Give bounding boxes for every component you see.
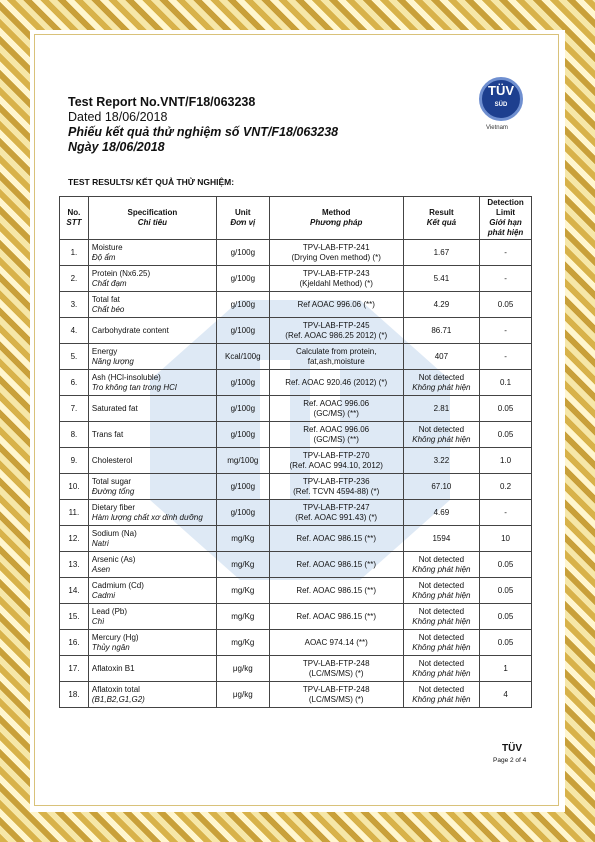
footer-tuv-logo: TÜV bbox=[502, 743, 522, 754]
row-limit: - bbox=[480, 344, 532, 370]
row-limit: 4 bbox=[480, 682, 532, 708]
table-row bbox=[60, 292, 532, 318]
row-spec: Sodium (Na) Natri bbox=[88, 526, 216, 552]
row-result: 5.41 bbox=[403, 266, 479, 292]
row-limit: 0.05 bbox=[480, 292, 532, 318]
row-method: Ref. AOAC 996.06 (GC/MS) (**) bbox=[269, 396, 403, 422]
tuv-logo bbox=[479, 77, 523, 121]
row-no: 7. bbox=[60, 396, 89, 422]
row-unit: g/100g bbox=[216, 500, 269, 526]
row-spec: Protein (Nx6.25) Chất đạm bbox=[88, 266, 216, 292]
row-no: 17. bbox=[60, 656, 89, 682]
row-method: Ref AOAC 996.06 (**) bbox=[269, 292, 403, 318]
row-method: Ref. AOAC 920.46 (2012) (*) bbox=[269, 370, 403, 396]
table-row bbox=[60, 344, 532, 370]
table-row bbox=[60, 526, 532, 552]
row-limit: 1.0 bbox=[480, 448, 532, 474]
row-limit: 0.05 bbox=[480, 604, 532, 630]
table-row bbox=[60, 396, 532, 422]
row-spec: Lead (Pb) Chì bbox=[88, 604, 216, 630]
row-limit: 0.1 bbox=[480, 370, 532, 396]
report-date: Dated 18/06/2018 bbox=[68, 110, 168, 124]
row-spec: Trans fat bbox=[88, 422, 216, 448]
row-no: 11. bbox=[60, 500, 89, 526]
row-no: 2. bbox=[60, 266, 89, 292]
row-unit: μg/kg bbox=[216, 682, 269, 708]
page-number: Page 2 of 4 bbox=[493, 757, 527, 764]
row-limit: 0.2 bbox=[480, 474, 532, 500]
table-header-row bbox=[60, 197, 532, 240]
table-row bbox=[60, 552, 532, 578]
row-no: 14. bbox=[60, 578, 89, 604]
row-spec: Ash (HCl-insoluble) Tro không tan trong HCl bbox=[88, 370, 216, 396]
row-result: 67.10 bbox=[403, 474, 479, 500]
row-spec: Aflatoxin B1 bbox=[88, 656, 216, 682]
table-row bbox=[60, 682, 532, 708]
row-method: TPV-LAB-FTP-241 (Drying Oven method) (*) bbox=[269, 240, 403, 266]
row-limit: 0.05 bbox=[480, 552, 532, 578]
row-result: 4.29 bbox=[403, 292, 479, 318]
row-no: 8. bbox=[60, 422, 89, 448]
row-unit: g/100g bbox=[216, 240, 269, 266]
table-row bbox=[60, 266, 532, 292]
row-spec: Total sugar Đường tổng bbox=[88, 474, 216, 500]
row-result: Not detected Không phát hiện bbox=[403, 682, 479, 708]
row-no: 13. bbox=[60, 552, 89, 578]
col-limit: Detection Limit Giới hạn phát hiện bbox=[480, 197, 532, 240]
row-result: 4.69 bbox=[403, 500, 479, 526]
row-result: Not detected Không phát hiện bbox=[403, 370, 479, 396]
row-unit: mg/100g bbox=[216, 448, 269, 474]
logo-country: Vietnam bbox=[486, 125, 508, 131]
logo-sub: SÜD bbox=[494, 102, 508, 108]
row-result: 2.81 bbox=[403, 396, 479, 422]
table-row bbox=[60, 422, 532, 448]
row-unit: Kcal/100g bbox=[216, 344, 269, 370]
row-no: 1. bbox=[60, 240, 89, 266]
row-unit: g/100g bbox=[216, 370, 269, 396]
row-unit: mg/Kg bbox=[216, 578, 269, 604]
row-unit: g/100g bbox=[216, 474, 269, 500]
table-row bbox=[60, 604, 532, 630]
row-spec: Dietary fiber Hàm lượng chất xơ dinh dưỡng bbox=[88, 500, 216, 526]
row-limit: - bbox=[480, 318, 532, 344]
row-method: Calculate from protein, fat,ash,moisture bbox=[269, 344, 403, 370]
row-method: Ref. AOAC 996.06 (GC/MS) (**) bbox=[269, 422, 403, 448]
row-result: Not detected Không phát hiện bbox=[403, 656, 479, 682]
row-result: Not detected Không phát hiện bbox=[403, 552, 479, 578]
row-result: 407 bbox=[403, 344, 479, 370]
section-title: TEST RESULTS/ KẾT QUẢ THỬ NGHIỆM: bbox=[68, 177, 235, 187]
row-spec: Saturated fat bbox=[88, 396, 216, 422]
row-no: 6. bbox=[60, 370, 89, 396]
logo-text: TÜV bbox=[488, 83, 514, 98]
table-row bbox=[60, 370, 532, 396]
row-method: Ref. AOAC 986.15 (**) bbox=[269, 578, 403, 604]
row-unit: g/100g bbox=[216, 266, 269, 292]
table-row bbox=[60, 656, 532, 682]
row-unit: g/100g bbox=[216, 396, 269, 422]
row-no: 18. bbox=[60, 682, 89, 708]
row-result: 1.67 bbox=[403, 240, 479, 266]
row-spec: Carbohydrate content bbox=[88, 318, 216, 344]
row-no: 4. bbox=[60, 318, 89, 344]
report-title-vi: Phiếu kết quả thử nghiệm số VNT/F18/063238 bbox=[68, 125, 339, 139]
row-unit: g/100g bbox=[216, 318, 269, 344]
row-method: TPV-LAB-FTP-236 (Ref. TCVN 4594-88) (*) bbox=[269, 474, 403, 500]
row-no: 15. bbox=[60, 604, 89, 630]
row-result: Not detected Không phát hiện bbox=[403, 578, 479, 604]
row-spec: Energy Năng lượng bbox=[88, 344, 216, 370]
col-unit: Unit Đơn vị bbox=[216, 197, 269, 240]
row-limit: 0.05 bbox=[480, 396, 532, 422]
results-table bbox=[59, 196, 532, 708]
row-method: Ref. AOAC 986.15 (**) bbox=[269, 604, 403, 630]
row-no: 12. bbox=[60, 526, 89, 552]
table-row bbox=[60, 448, 532, 474]
row-unit: mg/Kg bbox=[216, 552, 269, 578]
row-limit: 10 bbox=[480, 526, 532, 552]
row-spec: Cholesterol bbox=[88, 448, 216, 474]
table-row bbox=[60, 500, 532, 526]
col-method: Method Phương pháp bbox=[269, 197, 403, 240]
table-row bbox=[60, 474, 532, 500]
results-body bbox=[60, 240, 532, 708]
row-method: TPV-LAB-FTP-248 (LC/MS/MS) (*) bbox=[269, 656, 403, 682]
row-spec: Arsenic (As) Asen bbox=[88, 552, 216, 578]
row-method: TPV-LAB-FTP-247 (Ref. AOAC 991.43) (*) bbox=[269, 500, 403, 526]
row-unit: mg/Kg bbox=[216, 630, 269, 656]
row-limit: 0.05 bbox=[480, 630, 532, 656]
row-result: 3.22 bbox=[403, 448, 479, 474]
table-row bbox=[60, 578, 532, 604]
row-unit: μg/kg bbox=[216, 656, 269, 682]
table-row bbox=[60, 318, 532, 344]
row-no: 10. bbox=[60, 474, 89, 500]
table-row bbox=[60, 240, 532, 266]
row-unit: mg/Kg bbox=[216, 604, 269, 630]
row-method: AOAC 974.14 (**) bbox=[269, 630, 403, 656]
row-method: TPV-LAB-FTP-248 (LC/MS/MS) (*) bbox=[269, 682, 403, 708]
row-method: TPV-LAB-FTP-243 (Kjeldahl Method) (*) bbox=[269, 266, 403, 292]
row-method: Ref. AOAC 986.15 (**) bbox=[269, 552, 403, 578]
report-title: Test Report No.VNT/F18/063238 bbox=[68, 95, 256, 109]
row-limit: - bbox=[480, 266, 532, 292]
row-no: 5. bbox=[60, 344, 89, 370]
row-unit: g/100g bbox=[216, 422, 269, 448]
row-no: 9. bbox=[60, 448, 89, 474]
col-no: No. STT bbox=[60, 197, 89, 240]
row-result: Not detected Không phát hiện bbox=[403, 604, 479, 630]
row-limit: - bbox=[480, 240, 532, 266]
row-unit: g/100g bbox=[216, 292, 269, 318]
row-unit: mg/Kg bbox=[216, 526, 269, 552]
report-date-vi: Ngày 18/06/2018 bbox=[68, 140, 165, 154]
row-result: Not detected Không phát hiện bbox=[403, 630, 479, 656]
row-limit: 0.05 bbox=[480, 422, 532, 448]
row-no: 3. bbox=[60, 292, 89, 318]
row-limit: 1 bbox=[480, 656, 532, 682]
row-spec: Cadmium (Cd) Cadmi bbox=[88, 578, 216, 604]
row-limit: 0.05 bbox=[480, 578, 532, 604]
row-no: 16. bbox=[60, 630, 89, 656]
col-spec: Specification Chỉ tiêu bbox=[88, 197, 216, 240]
row-spec: Mercury (Hg) Thủy ngân bbox=[88, 630, 216, 656]
col-result: Result Kết quả bbox=[403, 197, 479, 240]
row-limit: - bbox=[480, 500, 532, 526]
row-spec: Aflatoxin total (B1,B2,G1,G2) bbox=[88, 682, 216, 708]
report-header bbox=[68, 95, 338, 155]
row-result: 86.71 bbox=[403, 318, 479, 344]
table-row bbox=[60, 630, 532, 656]
row-spec: Moisture Độ ẩm bbox=[88, 240, 216, 266]
row-result: 1594 bbox=[403, 526, 479, 552]
row-method: TPV-LAB-FTP-245 (Ref. AOAC 986.25 2012) (*) bbox=[269, 318, 403, 344]
row-spec: Total fat Chất béo bbox=[88, 292, 216, 318]
row-result: Not detected Không phát hiện bbox=[403, 422, 479, 448]
row-method: TPV-LAB-FTP-270 (Ref. AOAC 994.10, 2012) bbox=[269, 448, 403, 474]
row-method: Ref. AOAC 986.15 (**) bbox=[269, 526, 403, 552]
